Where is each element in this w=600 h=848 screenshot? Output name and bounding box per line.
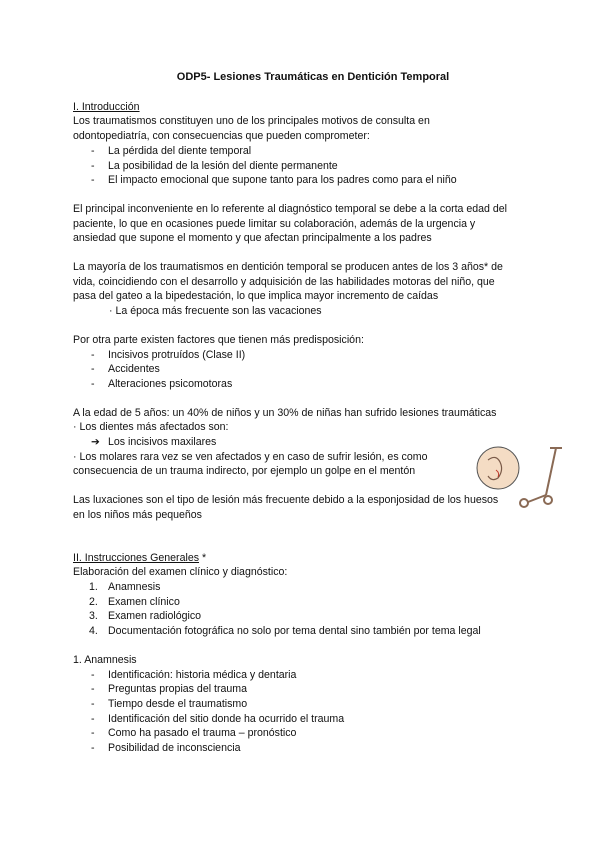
arrow-right-icon: ➔ <box>91 436 100 449</box>
paragraph: Por otra parte existen factores que tienen más predisposición: <box>73 333 364 346</box>
paragraph: odontopediatría, con consecuencias que pueden comprometer: <box>73 130 370 143</box>
heading-asterisk: * <box>199 551 207 564</box>
paragraph-line: consecuencia de un trauma indirecto, por ejemplo un golpe en el mentón <box>73 465 416 478</box>
list-item: - Accidentes <box>73 362 533 377</box>
exam-steps-list <box>73 580 533 639</box>
list-item: - La pérdida del diente temporal <box>73 144 533 159</box>
vacation-note: · La época más frecuente son las vacaciones <box>109 305 322 318</box>
list-item: - Alteraciones psicomotoras <box>73 377 533 392</box>
list-item: - Como ha pasado el trauma – pronóstico <box>73 726 533 741</box>
subsection-heading: 1. Anamnesis <box>73 653 137 666</box>
paragraph: Los traumatismos constituyen uno de los principales motivos de consulta en <box>73 115 430 128</box>
list-item: - Posibilidad de inconsciencia <box>73 741 533 756</box>
teeth-affected-label: · Los dientes más afectados son: <box>73 421 229 434</box>
section-general-instructions <box>73 551 533 639</box>
list-item: 4. Documentación fotográfica no solo por tema dental sino también por tema legal <box>89 625 481 638</box>
paragraph: Elaboración del examen clínico y diagnóstico: <box>73 566 288 579</box>
incisors-label: Los incisivos maxilares <box>108 436 217 449</box>
paragraph-line: ansiedad que supone el momento y que afectan principalmente a los padres <box>73 232 432 245</box>
section-heading: I. Introducción <box>73 100 140 113</box>
section-heading: II. Instrucciones Generales <box>73 551 200 564</box>
list-item: 2. Examen clínico <box>89 595 180 608</box>
section-introduction <box>73 100 533 523</box>
anamnesis-list <box>73 668 533 756</box>
paragraph-line: en los niños más pequeños <box>73 508 202 521</box>
age-statistic: A la edad de 5 años: un 40% de niños y un 30% de niñas han sufrido lesiones traumáticas <box>73 406 497 419</box>
paragraph-line: Las luxaciones son el tipo de lesión más frecuente debido a la esponjosidad de los huesos <box>73 494 499 507</box>
list-item: - Identificación: historia médica y dentaria <box>73 668 533 683</box>
paragraph-line: pasa del gateo a la bipedestación, lo que implica mayor incremento de caídas <box>73 290 439 303</box>
section-heading-row <box>73 551 533 566</box>
list-item: - La posibilidad de la lesión del diente permanente <box>73 159 533 174</box>
document-page <box>73 70 533 756</box>
paragraph-line: paciente, lo que en ocasiones puede limitar su colaboración, además de la urgencia y <box>73 217 476 230</box>
scooter-illustration <box>520 448 562 507</box>
paragraph-line: El principal inconveniente en lo referente al diagnóstico temporal se debe a la corta edad del <box>73 202 508 215</box>
face-circle-illustration <box>477 447 519 489</box>
list-item: - Identificación del sitio donde ha ocurrido el trauma <box>73 712 533 727</box>
list-item: - Incisivos protruídos (Clase II) <box>73 348 533 363</box>
section-anamnesis <box>73 653 533 756</box>
list-item: 3. Examen radiológico <box>89 610 202 623</box>
paragraph-line: vida, coincidiendo con el desarrollo y adquisición de las habilidades motoras del niño, que <box>73 275 495 288</box>
consequences-list <box>73 144 533 188</box>
child-scooter-illustration <box>476 440 571 510</box>
paragraph-line: La mayoría de los traumatismos en dentición temporal se producen antes de los 3 años* de <box>73 261 503 274</box>
list-item: - Tiempo desde el traumatismo <box>73 697 533 712</box>
factors-list <box>73 348 533 392</box>
paragraph-line: · Los molares rara vez se ven afectados y en caso de sufrir lesión, es como <box>73 450 428 463</box>
document-title: ODP5- Lesiones Traumáticas en Dentición Temporal <box>176 71 450 83</box>
list-item: - Preguntas propias del trauma <box>73 682 533 697</box>
list-item: - El impacto emocional que supone tanto para los padres como para el niño <box>73 173 533 188</box>
incisors-item <box>73 435 533 450</box>
list-item: 1. Anamnesis <box>89 580 161 593</box>
